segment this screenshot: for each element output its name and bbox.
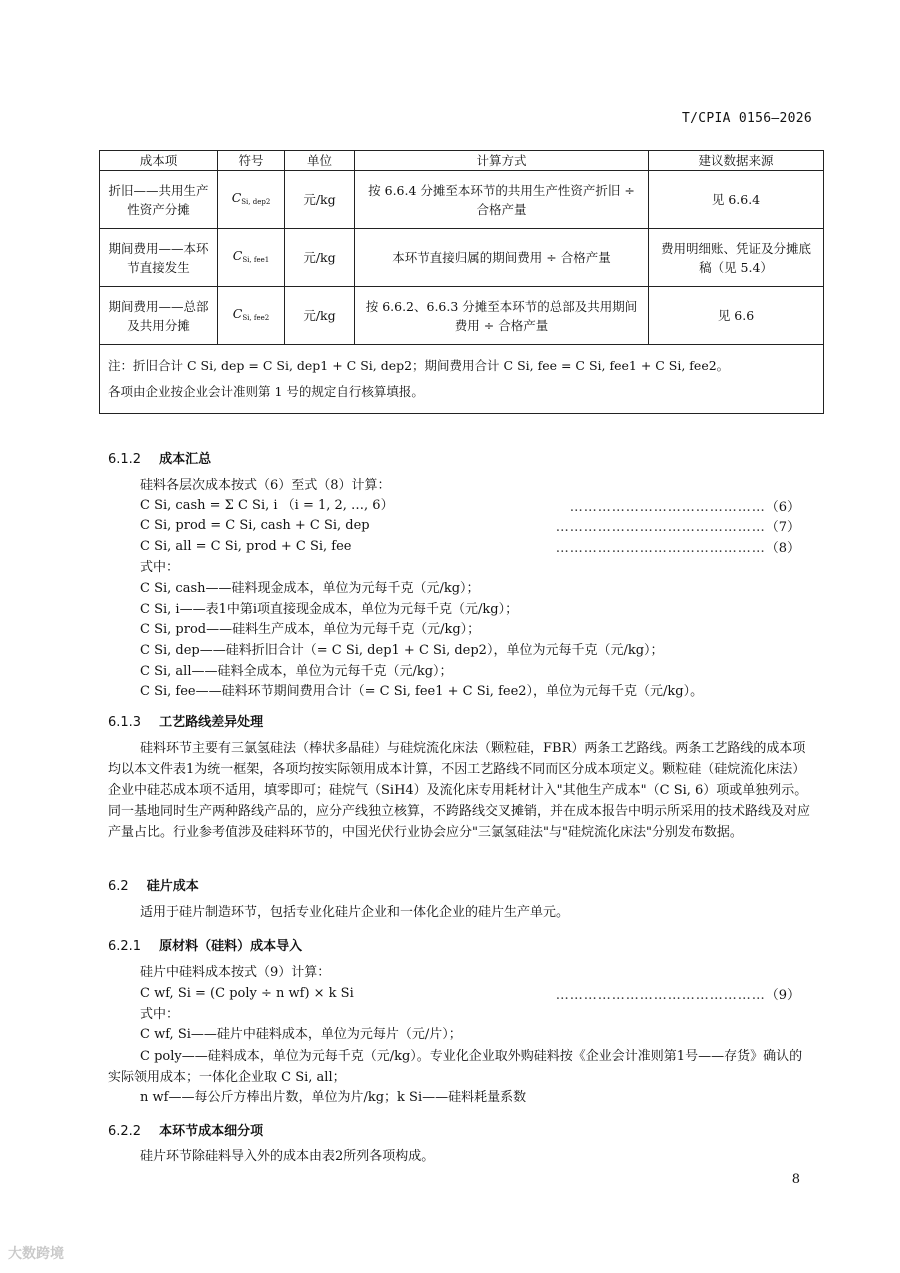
cost-unit: 元/kg [285, 287, 355, 345]
paragraph: 硅片中硅料成本按式（9）计算： [140, 965, 331, 980]
cost-source: 见 6.6 [649, 287, 824, 345]
cost-source: 费用明细账、凭证及分摊底稿（见 5.4） [649, 229, 824, 287]
table-row [100, 229, 824, 287]
definition: C Si, dep——硅料折旧合计（= C Si, dep1 + C Si, dep2），单位为元每千克（元/kg）； [140, 643, 664, 658]
where-label: 式中： [140, 1007, 180, 1022]
equation: C Si, prod = C Si, cash + C Si, dep [140, 518, 370, 533]
section-heading: 6.2.2 本环节成本细分项 [108, 1124, 264, 1139]
section-heading: 6.2 硅片成本 [108, 879, 199, 894]
definition: C Si, all——硅料全成本，单位为元每千克（元/kg）； [140, 664, 453, 679]
cost-table [99, 150, 824, 414]
col-header: 成本项 [100, 151, 218, 171]
section-heading: 6.2.1 原材料（硅料）成本导入 [108, 939, 303, 954]
table-row [100, 287, 824, 345]
equation: C Si, all = C Si, prod + C Si, fee [140, 539, 352, 554]
col-header: 单位 [285, 151, 355, 171]
table-note-row [100, 345, 824, 414]
cost-method: 按 6.6.2、6.6.3 分摊至本环节的总部及共用期间费用 ÷ 合格产量 [355, 287, 649, 345]
watermark: 大数跨境 [8, 1246, 64, 1262]
table-row [100, 171, 824, 229]
cost-unit: 元/kg [285, 171, 355, 229]
note-line: 注：折旧合计 C Si, dep = C Si, dep1 + C Si, dep2；期间费用合计 C Si, fee = C Si, fee1 + C Si, fee2。 [108, 358, 730, 373]
standard-number: T/CPIA 0156—2026 [681, 111, 812, 126]
equation-number: ………………………………………（9） [555, 988, 800, 1003]
table-header-row [100, 151, 824, 171]
where-label: 式中： [140, 560, 180, 575]
definition: C Si, fee——硅料环节期间费用合计（= C Si, fee1 + C Si, fee2），单位为元每千克（元/kg）。 [140, 684, 704, 699]
table-note [100, 345, 824, 414]
cost-symbol: $C_{Si, dep2}$ [218, 171, 285, 229]
cost-source: 见 6.6.4 [649, 171, 824, 229]
cost-item: 折旧——共用生产性资产分摊 [100, 171, 218, 229]
paragraph: 硅料各层次成本按式（6）至式（8）计算： [140, 478, 391, 493]
definition: C Si, i——表1中第i项直接现金成本，单位为元每千克（元/kg）； [140, 602, 519, 617]
cost-method: 按 6.6.4 分摊至本环节的共用生产性资产折旧 ÷ 合格产量 [355, 171, 649, 229]
col-header: 符号 [218, 151, 285, 171]
definition: C poly——硅料成本，单位为元每千克（元/kg）。专业化企业取外购硅料按《企业会计准则第1号——存货》确认的实际领用成本；一体化企业取 C Si, all； [108, 1049, 803, 1085]
note-line: 各项由企业按企业会计准则第 1 号的规定自行核算填报。 [108, 384, 424, 399]
col-header: 计算方式 [355, 151, 649, 171]
paragraph: 硅片环节除硅料导入外的成本由表2所列各项构成。 [140, 1149, 435, 1164]
page-number: 8 [791, 1172, 800, 1187]
cost-symbol: $C_{Si, fee1}$ [218, 229, 285, 287]
cost-method: 本环节直接归属的期间费用 ÷ 合格产量 [355, 229, 649, 287]
cost-unit: 元/kg [285, 229, 355, 287]
definition: C wf, Si——硅片中硅料成本，单位为元每片（元/片）； [140, 1027, 462, 1042]
definition: C Si, prod——硅料生产成本，单位为元每千克（元/kg）； [140, 622, 481, 637]
section-heading: 6.1.2 成本汇总 [108, 452, 212, 467]
cost-item: 期间费用——本环节直接发生 [100, 229, 218, 287]
equation-number: ………………………………………（8） [555, 541, 800, 556]
equation: C wf, Si = (C poly ÷ n wf) × k Si [140, 986, 354, 1001]
section-heading: 6.1.3 工艺路线差异处理 [108, 715, 264, 730]
paragraph: 硅料环节主要有三氯氢硅法（棒状多晶硅）与硅烷流化床法（颗粒硅，FBR）两条工艺路线。两条工艺路线的成本项均以本文件表1为统一框架，各项均按实际领用成本计算，不因工艺路线不同而区分成本项定义。颗粒硅（硅烷流化床法）企业中硅芯成本项不适用，填零即可；硅烷气（SiH4）及流化床专用耗材计入"其他生产成本"（C Si, 6）项或单独列示。同一基地同时生产两种路线产品的，应分产线独立核算，不跨路线交叉摊销，并在成本报告中明示所采用的技术路线及对应产量占比。行业参考值涉及硅料环节的，中国光伏行业协会应分"三氯氢硅法"与"硅烷流化床法"分别发布数据。 [108, 741, 811, 840]
equation: C Si, cash = Σ C Si, i （i = 1, 2, …, 6） [140, 498, 394, 513]
equation-number: ……………………………………（6） [569, 500, 800, 515]
definition: C Si, cash——硅料现金成本，单位为元每千克（元/kg）； [140, 581, 480, 596]
equation-number: ………………………………………（7） [555, 520, 800, 535]
cost-symbol: $C_{Si, fee2}$ [218, 287, 285, 345]
definition: n wf——每公斤方棒出片数，单位为片/kg；k Si——硅料耗量系数 [140, 1090, 527, 1105]
paragraph: 适用于硅片制造环节，包括专业化硅片企业和一体化企业的硅片生产单元。 [140, 905, 570, 920]
cost-item: 期间费用——总部及共用分摊 [100, 287, 218, 345]
col-header: 建议数据来源 [649, 151, 824, 171]
